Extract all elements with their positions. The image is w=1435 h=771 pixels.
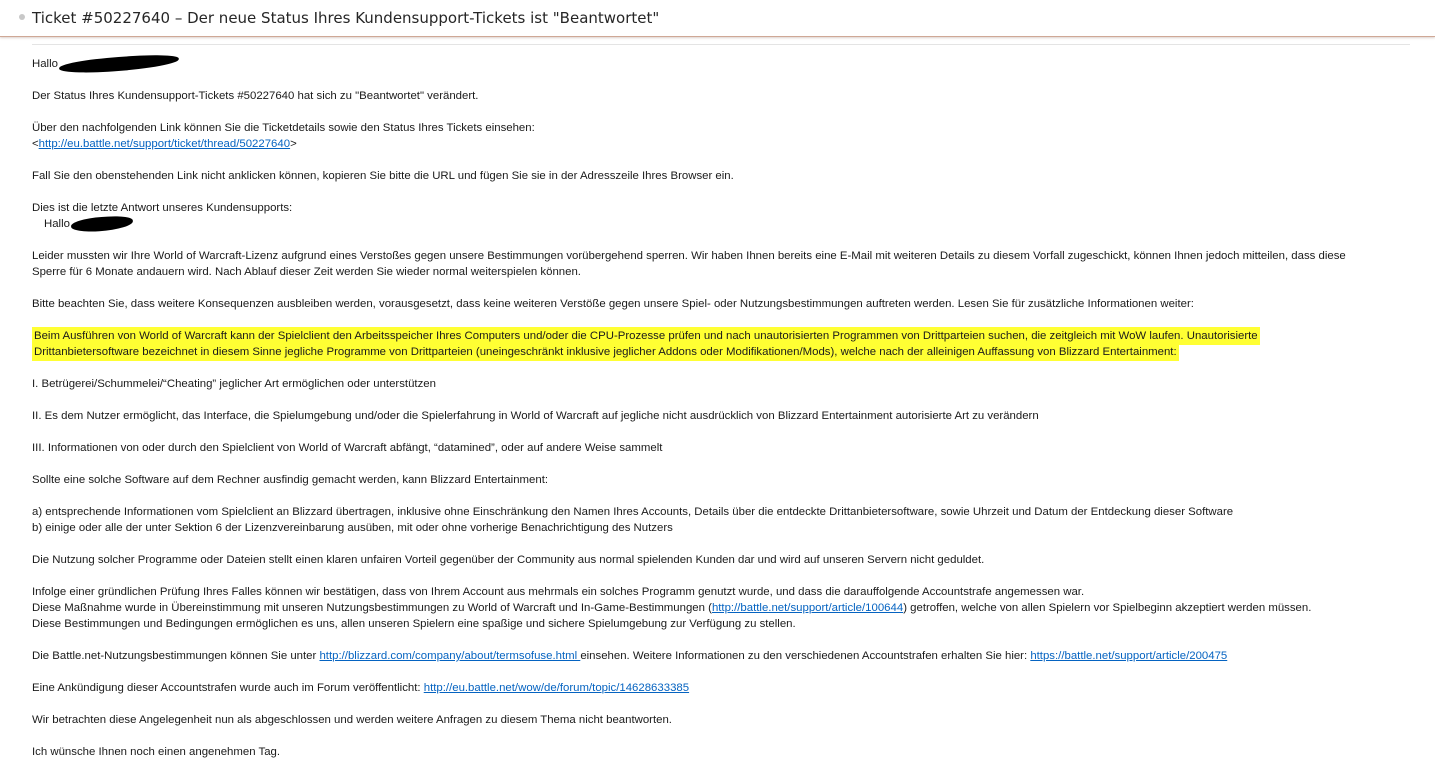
review-line-2 [32,600,1412,616]
action-b: b) einige oder alle der unter Sektion 6 der Lizenzvereinbarung ausüben, mit oder ohne vorherige Benachrichtigung des Nutzers [32,522,673,534]
redacted-name [59,53,180,75]
ban-line-1: Leider mussten wir Ihre World of Warcraft-Lizenz aufgrund eines Verstoßes gegen unsere Bestimmungen vorübergehend sperren. Wir haben Ihnen bereits eine E-Mail mit weiteren Details zu diesem Vorfall zugeschickt, können Ihnen jedoch mitteilen, dass diese [32,250,1346,262]
greeting-text: Hallo [32,58,58,70]
link-intro: Über den nachfolgenden Link können Sie die Ticketdetails sowie den Status Ihres Tickets einsehen: [32,122,535,134]
highlighted-paragraph [32,328,1412,360]
terms-of-use-link[interactable]: http://blizzard.com/company/about/termsofuse.html [319,650,581,662]
highlight-line-2 [32,344,1412,360]
window-title-bar [0,0,1435,37]
forum-paragraph [32,680,1412,696]
highlight-text-2: Drittanbietersoftware bezeichnet in diesem Sinne jegliche Programme von Drittparteien (uneingeschränkt inklusive jeglicher Addons oder Modifikationen/Mods), welche nach der alleinigen Auffassung von Blizzard Entertainment: [34,346,1177,358]
penalties-article-link[interactable]: https://battle.net/support/article/200475 [1030,650,1228,662]
link-paragraph [32,120,1412,152]
ban-paragraph [32,248,1412,280]
terms-pre: Die Battle.net-Nutzungsbestimmungen können Sie unter [32,650,320,662]
email-body [32,56,1412,771]
review-line-3: Diese Bestimmungen und Bedingungen ermöglichen es uns, allen unseren Spielern eine spaßige und sichere Spielumgebung zur Verfügung zu stellen. [32,618,796,630]
last-answer-intro: Dies ist die letzte Antwort unseres Kundensupports: [32,202,293,214]
article-100644-link[interactable]: http://battle.net/support/article/100644 [711,602,904,614]
copy-hint: Fall Sie den obenstehenden Link nicht anklicken können, kopieren Sie bitte die URL und fügen Sie sie in der Adresszeile Ihres Browser ein. [32,170,734,182]
inner-greeting-line [32,216,1412,232]
list-item-1: I. Betrügerei/Schummelei/“Cheating” jeglicher Art ermöglichen oder unterstützen [32,378,436,390]
highlight-text-1: Beim Ausführen von World of Warcraft kann der Spielclient den Arbeitsspeicher Ihres Computers und/oder die CPU-Prozesse prüfen und nach unautorisierten Programmen von Drittparteien suchen, die zeitgleich mit WoW laufen. Unautorisierte [34,330,1258,342]
ban-line-2: Sperre für 6 Monate andauern wird. Nach Ablauf dieser Zeit werden Sie wieder normal weiterspielen können. [32,266,581,278]
review-paragraph [32,584,1412,632]
terms-mid: einsehen. Weitere Informationen zu den verschiedenen Accountstrafen erhalten Sie hier: [580,650,1031,662]
forum-topic-link[interactable]: http://eu.battle.net/wow/de/forum/topic/14628633385 [423,682,690,694]
unfair-paragraph: Die Nutzung solcher Programme oder Dateien stellt einen klaren unfairen Vorteil gegenüber der Community aus normal spielenden Kunden dar und wird auf unseren Servern nicht geduldet. [32,554,985,566]
review-line-1: Infolge einer gründlichen Prüfung Ihres Falles können wir bestätigen, dass von Ihrem Account aus mehrmals ein solches Programm genutzt wurde, und dass die darauffolgende Accountstrafe angemessen war. [32,586,1085,598]
header-divider [32,44,1410,45]
terms-paragraph [32,648,1412,664]
unread-dot-icon [19,14,25,20]
forum-pre: Eine Ankündigung dieser Accountstrafen wurde auch im Forum veröffentlicht: [32,682,424,694]
inner-greeting-text: Hallo [44,218,70,230]
consequences-paragraph: Bitte beachten Sie, dass weitere Konsequenzen ausbleiben werden, vorausgesetzt, dass keine weiteren Verstöße gegen unsere Spiel- oder Nutzungsbestimmungen auftreten werden. Lesen Sie für zusätzliche Informationen weiter: [32,298,1194,310]
greeting-line [32,56,1412,72]
status-line: Der Status Ihres Kundensupport-Tickets #50227640 hat sich zu "Beantwortet" verändert. [32,90,479,102]
action-a: a) entsprechende Informationen vom Spielclient an Blizzard übertragen, inklusive ohne Einschränkung den Namen Ihres Accounts, Details über die entdeckte Drittanbietersoftware, sowie Uhrzeit und Datum der Entdeckung dieser Software [32,506,1234,518]
review-line-2-pre: Diese Maßnahme wurde in Übereinstimmung mit unseren Nutzungsbestimmungen zu World of Warcraft und In-Game-Bestimmungen ( [32,602,712,614]
ticket-link-line: <http://eu.battle.net/support/ticket/thread/50227640> [32,138,297,150]
detection-paragraph: Sollte eine solche Software auf dem Rechner ausfindig gemacht werden, kann Blizzard Entertainment: [32,474,549,486]
last-answer-paragraph [32,200,1412,232]
farewell-paragraph: Ich wünsche Ihnen noch einen angenehmen Tag. [32,746,281,758]
closing-paragraph: Wir betrachten diese Angelegenheit nun als abgeschlossen und werden weitere Anfragen zu diesem Thema nicht beantworten. [32,714,672,726]
actions-paragraph [32,504,1412,536]
highlight-line-1 [32,328,1412,344]
ticket-link[interactable]: http://eu.battle.net/support/ticket/thread/50227640 [38,138,291,150]
email-subject: Ticket #50227640 – Der neue Status Ihres Kundensupport-Tickets ist "Beantwortet" [32,9,660,27]
review-line-2-post: ) getroffen, welche von allen Spielern vor Spielbeginn akzeptiert werden müssen. [903,602,1312,614]
redacted-name-inner [71,215,134,233]
list-item-3: III. Informationen von oder durch den Spielclient von World of Warcraft abfängt, “datamined”, oder auf andere Weise sammelt [32,442,663,454]
list-item-2: II. Es dem Nutzer ermöglicht, das Interface, die Spielumgebung und/oder die Spielerfahrung in World of Warcraft auf jegliche nicht ausdrücklich von Blizzard Entertainment autorisierte Art zu verändern [32,410,1039,422]
